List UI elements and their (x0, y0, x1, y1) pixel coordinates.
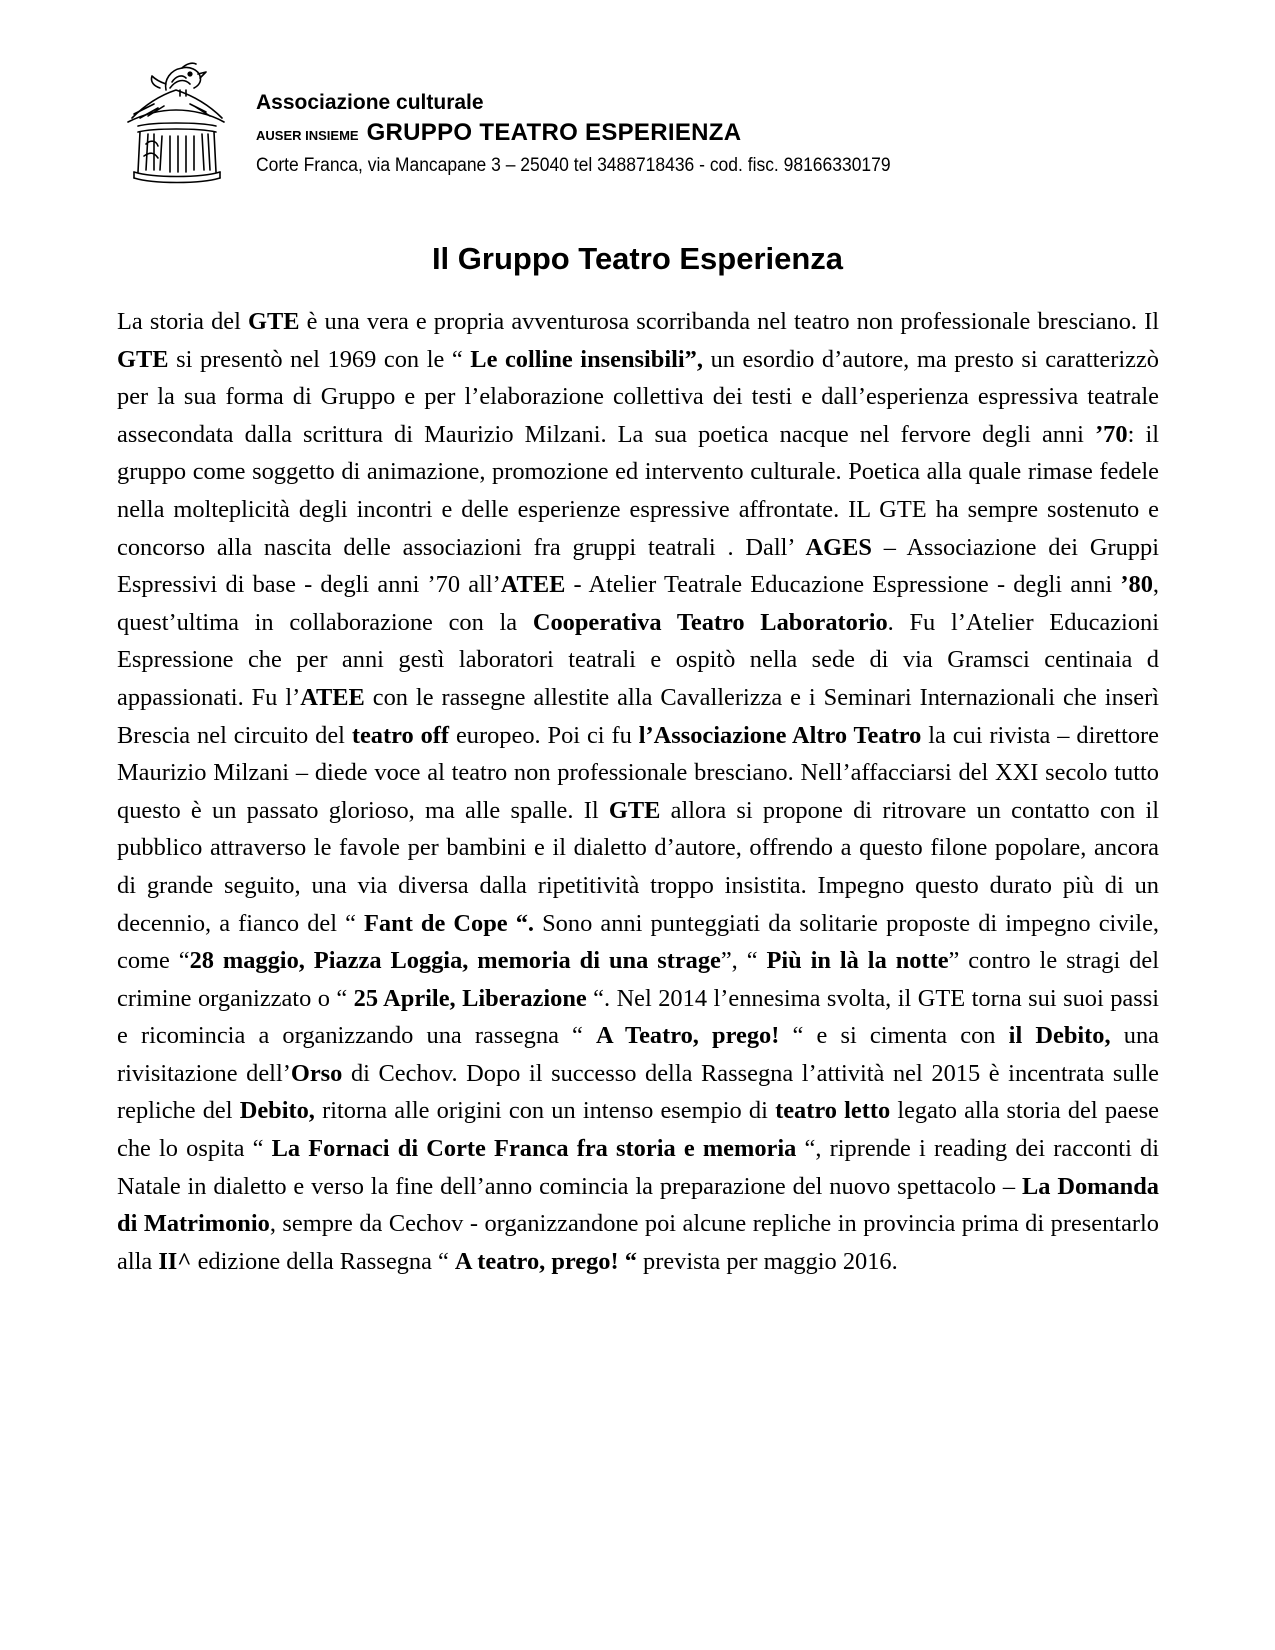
body-segment: La storia del (117, 308, 248, 335)
org-address: Corte Franca, via Mancapane 3 – 25040 tel 3488718436 - cod. fisc. 98166330179 (256, 155, 891, 176)
body-segment: “, riprende i reading dei racconti di Natale in dialetto e verso la fine dell’anno comincia la preparazione del nuovo spettacolo – (117, 1135, 1159, 1200)
body-segment: allora si propone di ritrovare un contatto con il pubblico attraverso le favole per bambini e il dialetto d’autore, offrendo a questo filone popolare, ancora di grande seguito, una via diversa dalla ripetitività troppo insistita. Impegno questo durato più di un decennio, a fianco del “ (117, 796, 1159, 937)
body-emphasis: La Fornaci di Corte Franca fra storia e memoria (271, 1135, 797, 1163)
body-emphasis: Fant de Cope “. (364, 909, 535, 937)
body-segment: legato alla storia del paese che lo ospita “ (117, 1097, 1159, 1163)
body-segment: si presentò nel 1969 con le “ (168, 345, 471, 373)
body-emphasis: A Teatro, prego! (596, 1022, 780, 1050)
body-emphasis: l’Associazione Altro Teatro (638, 721, 922, 749)
letterhead (120, 60, 1160, 200)
body-segment: di Cechov. Dopo il successo della Rassegna l’attività nel 2015 è incentrata sulle repliche del (117, 1059, 1159, 1125)
body-emphasis: ATEE (500, 571, 566, 599)
org-type: Associazione culturale (256, 91, 484, 114)
body-emphasis: A teatro, prego! “ (454, 1247, 637, 1275)
body-segment: - Atelier Teatrale Educazione Espressione - degli anni (565, 571, 1121, 599)
org-name: GRUPPO TEATRO ESPERIENZA (366, 119, 742, 146)
body-emphasis: teatro letto (775, 1097, 891, 1125)
body-emphasis: La Domanda di Matrimonio (117, 1172, 1159, 1238)
body-segment: edizione della Rassegna “ (191, 1247, 455, 1275)
body-segment: con le rassegne allestite alla Cavallerizza e i Seminari Internazionali che inserì Brescia nel circuito del (117, 683, 1159, 749)
page-title: Il Gruppo Teatro Esperienza (431, 241, 844, 276)
org-name-line (256, 118, 946, 151)
body-segment: , sempre da Cechov - organizzandone poi alcune repliche in provincia prima di presentarlo alla (117, 1210, 1159, 1275)
body-emphasis: il Debito, (1008, 1022, 1111, 1050)
body-segment: . Fu l’Atelier Educazioni Espressione che per anni gestì laboratori teatrali e ospitò nella sede di via Gramsci centinaia d appassionati. Fu l’ (117, 608, 1160, 711)
body-emphasis: Le colline insensibili”, (470, 345, 703, 373)
body-segment: “. Nel 2014 l’ennesima svolta, il GTE torna sui suoi passi e ricomincia a organizzando una rassegna “ (117, 984, 1159, 1050)
body-emphasis: Cooperativa Teatro Laboratorio (532, 608, 888, 636)
body-segment: : il gruppo come soggetto di animazione, promozione ed intervento culturale. Poetica alla quale rimase fedele nella molteplicità degli incontri e delle esperienze espressive affrontate. IL GTE ha sempre sostenuto e concorso alla nascita delle associazioni fra gruppi teatrali . Dall’ (117, 420, 1159, 561)
body-segment: la cui rivista – direttore Maurizio Milzani – diede voce al teatro non professionale bresciano. Nell’affacciarsi del XXI secolo tutto questo è un passato glorioso, ma alle spalle. Il (117, 721, 1159, 824)
body-emphasis: Orso (290, 1059, 343, 1087)
body-segment: Sono anni punteggiati da solitarie proposte di impegno civile, come “ (117, 909, 1159, 975)
body-emphasis: ’70 (1095, 420, 1128, 448)
body-segment: è una vera e propria avventurosa scorribanda nel teatro non professionale bresciano. Il (299, 308, 1159, 335)
body-emphasis: 25 Aprile, Liberazione (353, 984, 587, 1012)
body-emphasis: teatro off (351, 721, 450, 749)
body-segment: – Associazione dei Gruppi Espressivi di base - degli anni ’70 all’ (117, 533, 1159, 599)
body-emphasis: GTE (248, 308, 300, 335)
body-emphasis: Più in là la notte (766, 947, 949, 975)
body-segment: ” contro le stragi del crimine organizzato o “ (117, 947, 1159, 1012)
body-segment: “ e si cimenta con (779, 1022, 1009, 1050)
body-segment: ritorna alle origini con un intenso esempio di (314, 1097, 776, 1125)
body-segment: ”, “ (720, 947, 767, 975)
body-segment: europeo. Poi ci fu (449, 721, 639, 749)
body-emphasis: GTE (117, 345, 169, 373)
body-emphasis: Debito, (239, 1097, 315, 1125)
body-segment: , quest’ultima in collaborazione con la (117, 571, 1159, 636)
body-segment: un esordio d’autore, ma presto si caratterizzò per la sua forma di Gruppo e per l’elaborazione collettiva dei testi e dall’esperienza espressiva teatrale assecondata dalla scrittura di Maurizio Milzani. La sua poetica nacque nel fervore degli anni (117, 345, 1159, 448)
body-emphasis: ’80 (1120, 571, 1153, 599)
body-segment: prevista per maggio 2016. (636, 1247, 898, 1275)
org-prefix: AUSER INSIEME (256, 128, 359, 143)
organization-info (256, 90, 946, 179)
body-emphasis: AGES (805, 533, 872, 561)
body-emphasis: GTE (608, 796, 661, 824)
body-emphasis: II^ (158, 1247, 192, 1275)
body-segment: una rivisitazione dell’ (117, 1022, 1159, 1087)
body-emphasis: 28 maggio, Piazza Loggia, memoria di una strage (189, 947, 721, 975)
body-emphasis: ATEE (300, 683, 365, 711)
theatre-building-with-bird-icon (124, 60, 228, 188)
body-paragraph (117, 303, 1159, 1280)
